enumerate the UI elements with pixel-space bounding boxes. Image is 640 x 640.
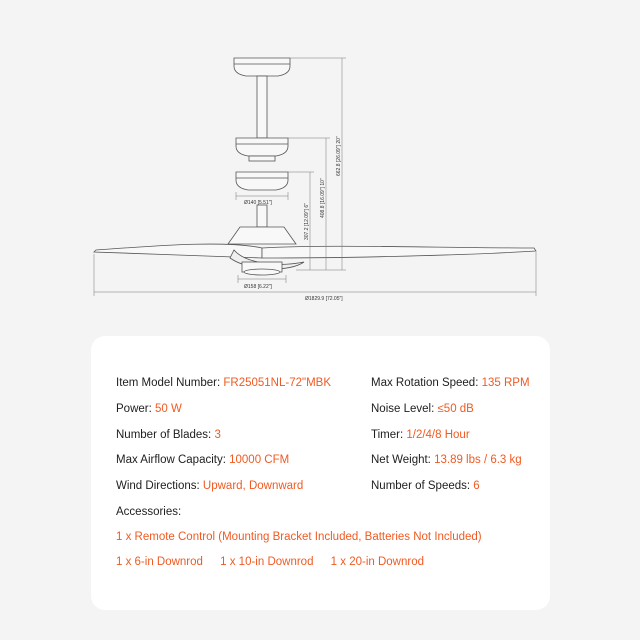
span-label: Ø1829.9 [72.05"]	[305, 296, 343, 302]
spec-noise-level: Noise Level: ≤50 dB	[371, 403, 474, 415]
accessory-downrod-20: 1 x 20-in Downrod	[330, 556, 424, 568]
height-long-label: 662.8 [26.09"] 20"	[336, 136, 342, 176]
spec-power: Power: 50 W	[116, 403, 182, 415]
accessory-remote: 1 x Remote Control (Mounting Bracket Included, Batteries Not Included)	[116, 531, 482, 543]
spec-wind-directions: Wind Directions: Upward, Downward	[116, 480, 304, 492]
fan-dimension-drawing	[64, 0, 576, 330]
spec-model: Item Model Number: FR25051NL-72"MBK	[116, 377, 332, 389]
accessory-downrods	[116, 556, 438, 568]
motor-diameter-label: Ø158 [6.22"]	[244, 284, 272, 290]
blade-right	[262, 246, 536, 258]
downrod	[257, 76, 267, 138]
spec-speeds: Number of Speeds: 6	[371, 480, 480, 492]
height-short-label: 307.2 [12.09"] 6"	[304, 203, 310, 240]
accessory-downrod-10: 1 x 10-in Downrod	[220, 556, 314, 568]
fan-diagram-svg	[64, 0, 576, 330]
ceiling-canopy	[234, 58, 290, 76]
spec-net-weight: Net Weight: 13.89 lbs / 6.3 kg	[371, 454, 522, 466]
height-mid-label: 408.8 [16.09"] 10"	[320, 178, 326, 218]
spec-blades: Number of Blades: 3	[116, 429, 221, 441]
spec-timer: Timer: 1/2/4/8 Hour	[371, 429, 470, 441]
upper-collar	[236, 138, 288, 156]
lower-collar	[236, 172, 288, 190]
accessories-title: Accessories:	[116, 506, 182, 518]
specs-card	[91, 336, 550, 610]
accessory-downrod-6: 1 x 6-in Downrod	[116, 556, 203, 568]
spec-rotation-speed: Max Rotation Speed: 135 RPM	[371, 377, 530, 389]
spec-airflow: Max Airflow Capacity: 10000 CFM	[116, 454, 290, 466]
canopy-diameter-label: Ø140 [5.51"]	[244, 200, 272, 206]
motor-housing	[228, 227, 296, 244]
